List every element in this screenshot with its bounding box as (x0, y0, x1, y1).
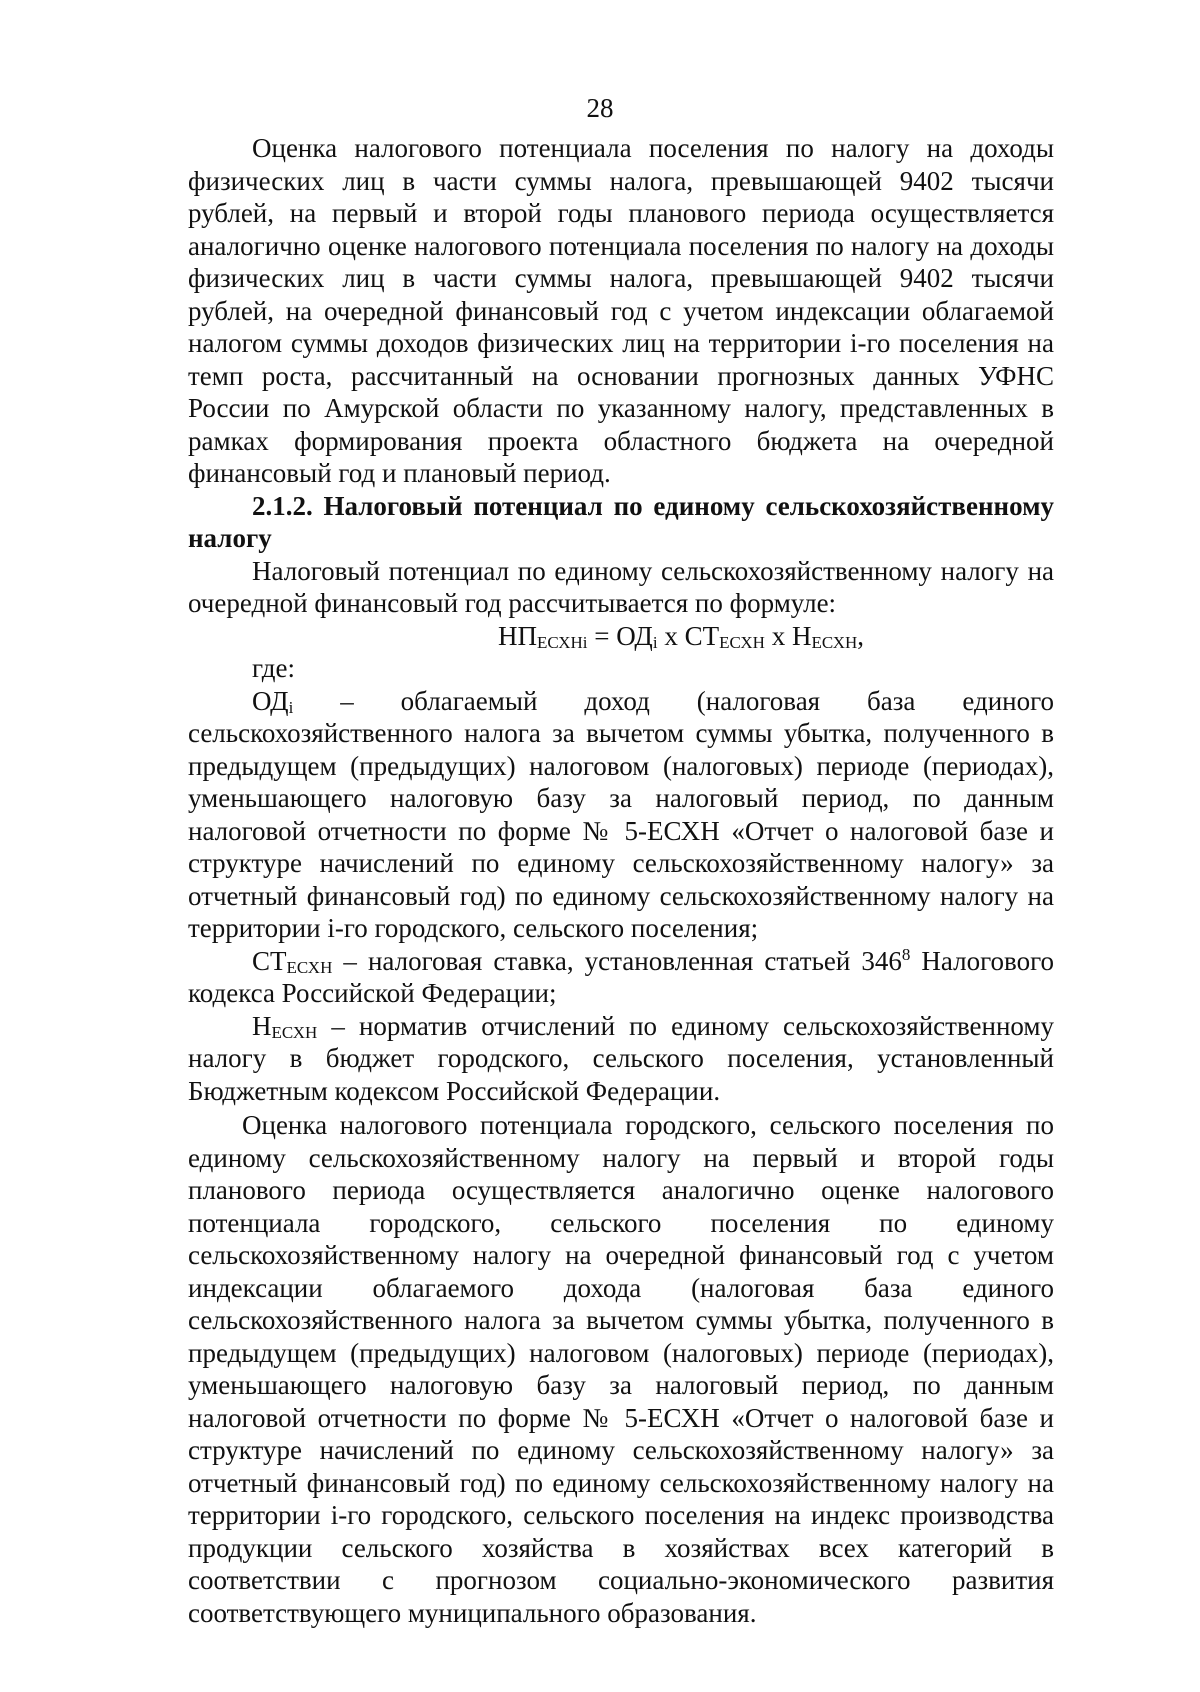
formula-od-subscript: i (652, 632, 658, 652)
formula-n-subscript: ЕСХН (811, 632, 858, 652)
formula-times-1: x (657, 620, 685, 651)
definition-od-subscript: i (288, 697, 294, 717)
definition-st-subscript: ЕСХН (286, 957, 333, 977)
formula-np-subscript: ЕСХНi (536, 632, 588, 652)
definition-od-symbol: ОД (252, 685, 289, 716)
formula-np-eskhn (188, 620, 1054, 653)
definition-n-subscript: ЕСХН (271, 1022, 318, 1042)
formula-equals: = (587, 620, 617, 651)
formula-st-subscript: ЕСХН (719, 632, 765, 652)
definition-st (188, 945, 1054, 1010)
definition-st-superscript: 8 (901, 944, 911, 964)
paragraph-pit-estimate: Оценка налогового потенциала поселения по налогу на доходы физических лиц в части суммы налога, превышающей 9402 тысячи рублей, на первый и второй годы планового периода осуществляется аналогично оценке налогового потенциала поселения по налогу на доходы физических лиц в части суммы налога, превышающей 9402 тысячи рублей, на очередной финансовый год с учетом индексации облагаемой налогом суммы доходов физических лиц на территории i-го поселения на темп роста, рассчитанный на основании прогнозных данных УФНС России по Амурской области по указанному налогу, представленных в рамках формирования проекта областного бюджета на очередной финансовый год и плановый период. (188, 133, 1054, 488)
paragraph-formula-intro: Налоговый потенциал по единому сельскохозяйственному налогу на очередной финансовый год рассчитывается по формуле: (188, 555, 1054, 618)
formula-end: , (857, 620, 865, 651)
formula-od: ОД (616, 620, 653, 651)
definition-n-symbol: Н (252, 1010, 272, 1041)
definition-od (188, 685, 1054, 945)
page-content (188, 132, 1054, 1629)
definition-st-text: – налоговая ставка, установленная статьей 346 (332, 945, 902, 976)
formula-st: СТ (684, 620, 720, 651)
formula-n: Н (791, 620, 812, 651)
definition-st-symbol: СТ (252, 945, 287, 976)
section-heading-2-1-2: 2.1.2. Налоговый потенциал по единому сельскохозяйственному налогу (188, 490, 1054, 553)
page-number: 28 (586, 93, 614, 123)
formula-np: НП (497, 620, 537, 651)
definition-n-text: – норматив отчислений по единому сельскохозяйственному налогу в бюджет городского, сельского поселения, установленный Бюджетным кодексом Российской Федерации. (188, 1010, 1054, 1106)
formula-times-2: x (764, 620, 792, 651)
definition-n (188, 1010, 1054, 1108)
where-label: где: (252, 653, 295, 683)
definition-st-text-end: Налогового кодекса Российской Федерации; (188, 945, 1054, 1008)
definition-od-text: – облагаемый доход (налоговая база единого сельскохозяйственного налога за вычетом суммы убытка, полученного в предыдущем (предыдущих) налоговом (налоговых) периоде (периодах), уменьшающего налоговую базу за налоговый период, по данным налоговой отчетности по форме № 5-ЕСХН «Отчет о налоговой базе и структуре начислений по единому сельскохозяйственному налогу» за отчетный финансовый год) по единому сельскохозяйственному налогу на территории i-го городского, сельского поселения; (188, 685, 1054, 943)
paragraph-eskhn-estimate: Оценка налогового потенциала городского, сельского поселения по единому сельскохозяйственному налогу на первый и второй годы планового периода осуществляется аналогично оценке налогового потенциала городского, сельского поселения по единому сельскохозяйственному налогу на очередной финансовый год с учетом индексации облагаемого дохода (налоговая база единого сельскохозяйственного налога за вычетом суммы убытка, полученного в предыдущем (предыдущих) налоговом (налоговых) периоде (периодах), уменьшающего налоговую базу за налоговый период, по данным налоговой отчетности по форме № 5-ЕСХН «Отчет о налоговой базе и структуре начислений по единому сельскохозяйственному налогу» за отчетный финансовый год) по единому сельскохозяйственному налогу на территории i-го городского, сельского поселения на индекс производства продукции сельского хозяйства в хозяйствах всех категорий в соответствии с прогнозом социально-экономического развития соответствующего муниципального образования. (188, 1110, 1054, 1628)
